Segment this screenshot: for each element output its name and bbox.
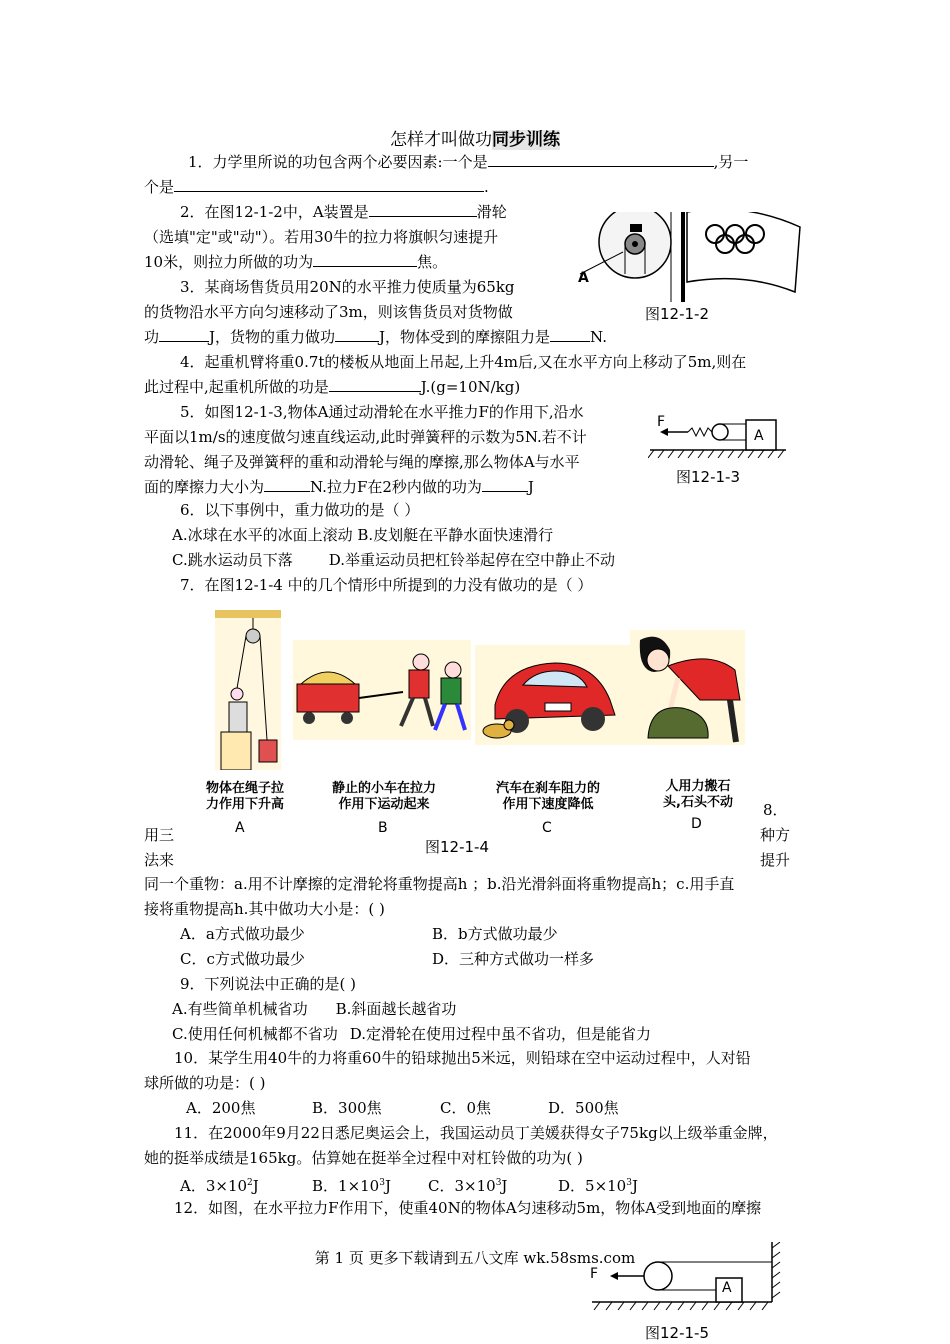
q8-right2: 提升 bbox=[760, 851, 791, 869]
q6-stem: 6．以下事例中，重力做功的是（ ） bbox=[180, 501, 420, 519]
q4-text: 此过程中,起重机所做的功是 bbox=[144, 378, 329, 396]
q1-blank-1 bbox=[488, 152, 714, 167]
q1-blank-2 bbox=[174, 177, 484, 192]
fig3-caption: 图12-1-3 bbox=[676, 468, 740, 486]
q1-text: 1．力学里所说的功包含两个必要因素:一个是 bbox=[188, 153, 488, 171]
fig4-letter-c: C bbox=[542, 820, 552, 836]
q5-text: 面的摩擦力大小为 bbox=[144, 478, 265, 496]
q10-option-a: A．200焦 bbox=[186, 1099, 256, 1117]
q8-option-a: A．a方式做功最少 bbox=[180, 925, 305, 943]
q3-blank-3 bbox=[550, 327, 590, 342]
license-plate bbox=[545, 703, 571, 711]
q9-options-row2 bbox=[172, 1024, 651, 1044]
person-icon bbox=[231, 688, 243, 700]
q5-blank-2 bbox=[482, 477, 528, 492]
q6-options-row2 bbox=[172, 550, 615, 570]
fig4-panel-c-caption: 汽车在刹车阻力的 作用下速度降低 bbox=[495, 781, 600, 812]
q7-stem: 7．在图12-1-4 中的几个情形中所提到的力没有做功的是（ ） bbox=[180, 576, 593, 594]
q11-option-d: D．$5\times 10^3J$ bbox=[558, 1177, 638, 1195]
figure-12-1-3 bbox=[648, 410, 788, 462]
q11-option-a: A．$3\times 10^2J$ bbox=[180, 1177, 259, 1195]
q8-option-b: B．b方式做功最少 bbox=[432, 925, 558, 943]
q3-line2: 的货物沿水平方向匀速移动了3m，则该售货员对货物做 bbox=[144, 303, 513, 321]
ground-hatch bbox=[594, 1302, 768, 1310]
q6-option-b: B.皮划艇在平静水面快速滑行 bbox=[357, 526, 554, 544]
q3-text: J，货物的重力做功 bbox=[209, 328, 336, 346]
q2-text: 滑轮 bbox=[476, 203, 507, 221]
figure-12-1-2 bbox=[575, 212, 805, 302]
q4-line2 bbox=[144, 377, 520, 397]
page-title bbox=[0, 125, 950, 150]
cart-icon bbox=[297, 684, 359, 712]
q1-line2 bbox=[144, 177, 489, 197]
fig4-panel-b-caption: 静止的小车在拉力 作用下运动起来 bbox=[331, 781, 436, 812]
fig2-caption: 图12-1-2 bbox=[645, 305, 709, 323]
q2-line1 bbox=[180, 202, 507, 222]
fig4-panel-d-drawing bbox=[630, 630, 745, 745]
page-footer: 第 1 页 更多下载请到五八文库 wk.58sms.com bbox=[314, 1249, 636, 1267]
q5-line1: 5．如图12-1-3,物体A通过动滑轮在水平推力F的作用下,沿水 bbox=[180, 403, 584, 421]
fig4-letter-b: B bbox=[378, 820, 388, 836]
fig3-label-a: A bbox=[754, 428, 764, 444]
q2-line3 bbox=[144, 252, 447, 272]
q5-text: J bbox=[527, 478, 534, 496]
q6-option-a: A.冰球在水平的冰面上滚动 bbox=[172, 526, 353, 544]
q10-line2: 球所做的功是：( ) bbox=[144, 1074, 266, 1092]
fig2-label-a: A bbox=[578, 270, 589, 286]
bucket-icon bbox=[259, 740, 277, 762]
person-face-icon bbox=[647, 649, 669, 671]
q3-line3 bbox=[144, 327, 607, 347]
q9-option-d: D.定滑轮在使用过程中虽不省功，但是能省力 bbox=[349, 1025, 651, 1043]
wall-hatch bbox=[772, 1242, 780, 1298]
pulley-icon bbox=[246, 629, 260, 643]
q6-option-d: D.举重运动员把杠铃举起停在空中静止不动 bbox=[328, 551, 615, 569]
fig4-letter-a: A bbox=[235, 820, 245, 836]
q11-option-c: C．$3\times 10^3J$ bbox=[428, 1177, 508, 1195]
child-icon bbox=[413, 654, 429, 670]
q1-text: ,另一 bbox=[713, 153, 749, 171]
q2-text: 焦。 bbox=[417, 253, 448, 271]
title-text: 怎样才叫做功 bbox=[390, 130, 492, 150]
child-icon bbox=[445, 662, 461, 678]
q2-blank-2 bbox=[313, 252, 417, 267]
q6-options-row1 bbox=[172, 525, 553, 545]
q2-blank-1 bbox=[369, 202, 477, 217]
fig4-letter-d: D bbox=[691, 816, 702, 832]
q9-option-a: A.有些简单机械省功 bbox=[172, 1000, 308, 1018]
q2-text: 2．在图12-1-2中，A装置是 bbox=[180, 203, 369, 221]
fig4-panel-c-drawing bbox=[475, 645, 630, 745]
title-bold-text: 同步训练 bbox=[492, 130, 560, 150]
q1-text: 个是 bbox=[144, 178, 175, 196]
q10-line1: 10．某学生用40牛的力将重60牛的铅球抛出5米远，则铅球在空中运动过程中，人对铅 bbox=[174, 1049, 751, 1067]
spring-scale bbox=[688, 428, 712, 436]
q2-text: 10米，则拉力所做的功为 bbox=[144, 253, 314, 271]
fig4-caption: 图12-1-4 bbox=[425, 838, 489, 856]
q3-text: 功 bbox=[144, 328, 160, 346]
q6-option-c: C.跳水运动员下落 bbox=[172, 551, 293, 569]
q8-option-d: D．三种方式做功一样多 bbox=[432, 950, 595, 968]
q8-line4: 接将重物提高h.其中做功大小是：( ) bbox=[144, 900, 385, 918]
fig5-caption: 图12-1-5 bbox=[645, 1324, 709, 1342]
q11-line1: 11．在2000年9月22日悉尼奥运会上，我国运动员丁美媛获得女子75kg以上级举重金牌， bbox=[174, 1124, 778, 1142]
q9-option-c: C.使用任何机械都不省功 bbox=[172, 1025, 338, 1043]
fig4-panel-a-drawing bbox=[215, 610, 281, 770]
q5-blank-1 bbox=[264, 477, 310, 492]
q4-blank bbox=[329, 377, 421, 392]
q11-line2: 她的挺举成绩是165kg。估算她在挺举全过程中对杠铃做的功为( ) bbox=[144, 1149, 583, 1167]
figure-12-1-5 bbox=[586, 1242, 786, 1318]
q3-line1: 3．某商场售货员用20N的水平推力使质量为65kg bbox=[180, 278, 515, 296]
fig5-label-f: F bbox=[590, 1266, 599, 1282]
q8-line3: 同一个重物：a.用不计摩擦的定滑轮将重物提高h ；b.沿光滑斜面将重物提高h；c.用手直 bbox=[144, 875, 735, 893]
q11-option-b: B．$1\times 10^3J$ bbox=[312, 1177, 391, 1195]
fig4-panel-b-drawing bbox=[293, 640, 471, 740]
q8-left2: 法来 bbox=[144, 851, 175, 869]
q5-line3: 动滑轮、绳子及弹簧秤的重和动滑轮与绳的摩擦,那么物体A与水平 bbox=[144, 453, 580, 471]
q8-right1: 种方 bbox=[760, 826, 791, 844]
fig4-panel-a-caption: 物体在绳子拉 力作用下升高 bbox=[205, 781, 284, 812]
q8-number: 8． bbox=[763, 801, 788, 819]
q1-line1 bbox=[188, 152, 748, 172]
pulley-mount bbox=[630, 224, 642, 232]
movable-pulley bbox=[712, 424, 728, 440]
q5-text: N.拉力F在2秒内做的功为 bbox=[310, 478, 482, 496]
q8-left1: 用三 bbox=[144, 826, 175, 844]
q10-option-d: D．500焦 bbox=[548, 1099, 619, 1117]
q10-option-b: B．300焦 bbox=[312, 1099, 382, 1117]
q3-text: J，物体受到的摩擦阻力是 bbox=[379, 328, 551, 346]
q1-text: . bbox=[484, 178, 489, 196]
q2-line2: （选填"定"或"动"）。若用30牛的拉力将旗帜匀速提升 bbox=[144, 228, 499, 246]
fig4-panel-d-caption: 人用力搬石 头,石头不动 bbox=[663, 779, 733, 810]
ground-hatch bbox=[648, 450, 784, 458]
q3-blank-1 bbox=[159, 327, 209, 342]
pulley bbox=[644, 1262, 672, 1290]
q5-line4 bbox=[144, 477, 534, 497]
q3-blank-2 bbox=[335, 327, 379, 342]
q10-option-c: C．0焦 bbox=[440, 1099, 492, 1117]
q3-text: N. bbox=[590, 328, 607, 346]
q5-line2: 平面以1m/s的速度做匀速直线运动,此时弹簧秤的示数为5N.若不计 bbox=[144, 428, 587, 446]
q8-option-c: C．c方式做功最少 bbox=[180, 950, 305, 968]
q12-line1: 12．如图，在水平拉力F作用下，使重40N的物体A匀速移动5m，物体A受到地面的摩擦 bbox=[174, 1199, 762, 1217]
q9-option-b: B.斜面越长越省功 bbox=[335, 1000, 457, 1018]
q9-stem: 9．下列说法中正确的是( ) bbox=[180, 975, 357, 993]
q4-line1: 4．起重机臂将重0.7t的楼板从地面上吊起,上升4m后,又在水平方向上移动了5m,则在 bbox=[180, 353, 747, 371]
fig3-label-f: F bbox=[657, 414, 666, 430]
fig5-label-a: A bbox=[722, 1280, 732, 1296]
q4-text: J.(g=10N/kg) bbox=[420, 378, 521, 396]
q9-options-row1 bbox=[172, 999, 456, 1019]
